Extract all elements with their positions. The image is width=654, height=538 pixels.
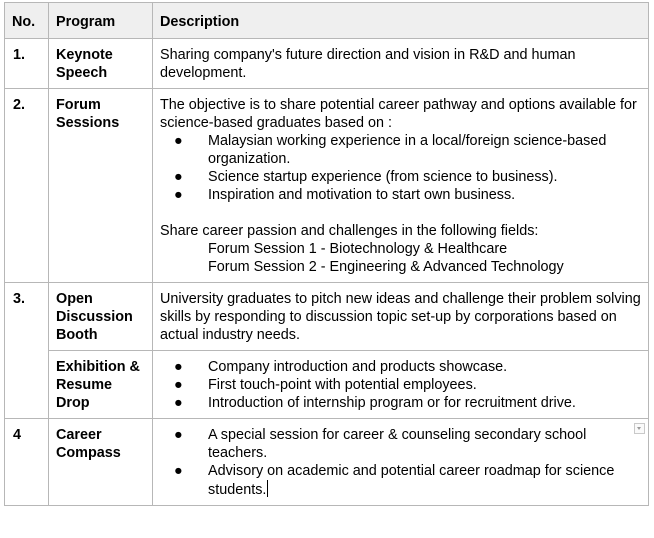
program-line: Open	[56, 291, 93, 307]
bullet-list	[160, 358, 642, 412]
table-row	[5, 419, 649, 506]
table-row	[5, 89, 649, 283]
field-item: Forum Session 2 - Engineering & Advanced Technology	[208, 259, 564, 275]
row-number[interactable]: 1.	[5, 39, 49, 89]
program-cell[interactable]	[49, 283, 153, 351]
program-line: Career	[56, 427, 102, 443]
row-number[interactable]: 4	[5, 419, 49, 506]
list-item: ● Inspiration and motivation to start own business.	[174, 187, 516, 203]
header-no: No.	[5, 3, 49, 39]
header-row	[5, 3, 649, 39]
description-intro: The objective is to share potential career pathway and options available for science-based graduates based on :	[160, 97, 637, 131]
bullet-icon: ●	[174, 169, 183, 185]
program-line: Compass	[56, 445, 121, 461]
bullet-icon: ●	[174, 377, 183, 393]
list-item: ● Science startup experience (from science to business).	[174, 169, 558, 185]
list-item: ● Introduction of internship program or for recruitment drive.	[174, 395, 576, 411]
field-item: Forum Session 1 - Biotechnology & Healthcare	[208, 241, 508, 257]
description-cell[interactable]: Sharing company's future direction and vision in R&D and human development.	[153, 39, 649, 89]
bullet-icon: ●	[174, 463, 183, 479]
bullet-icon: ●	[174, 427, 183, 443]
table-row	[5, 39, 649, 89]
bullet-icon: ●	[174, 187, 183, 203]
list-item: ● A special session for career & counseling secondary school teachers.	[174, 427, 587, 461]
program-line: Speech	[56, 65, 108, 81]
program-cell[interactable]	[49, 419, 153, 506]
program-cell[interactable]	[49, 39, 153, 89]
bullet-list	[160, 132, 642, 204]
program-line: Drop	[56, 395, 90, 411]
bullet-icon: ●	[174, 133, 183, 149]
description-cell[interactable]	[153, 351, 649, 419]
list-item: ● Advisory on academic and potential career roadmap for science students.	[174, 463, 615, 498]
program-cell[interactable]	[49, 89, 153, 283]
program-cell[interactable]	[49, 351, 153, 419]
table-row	[5, 351, 649, 419]
program-line: Exhibition &	[56, 359, 140, 375]
fields-intro: Share career passion and challenges in the following fields:	[160, 223, 539, 239]
program-line: Sessions	[56, 115, 120, 131]
program-line: Booth	[56, 327, 98, 343]
description-cell[interactable]	[153, 419, 649, 506]
list-item: ● Malaysian working experience in a local/foreign science-based organization.	[174, 133, 607, 167]
description-cell[interactable]: University graduates to pitch new ideas and challenge their problem solving skills by responding to discussion topic set-up by corporations based on actual industry needs.	[153, 283, 649, 351]
bullet-icon: ●	[174, 359, 183, 375]
program-line: Discussion	[56, 309, 133, 325]
row-number[interactable]: 2.	[5, 89, 49, 283]
program-line: Keynote	[56, 47, 113, 63]
header-program: Program	[49, 3, 153, 39]
bullet-list	[160, 426, 642, 499]
program-table	[4, 2, 649, 506]
table-row	[5, 283, 649, 351]
description-cell[interactable]	[153, 89, 649, 283]
text-cursor	[267, 480, 268, 497]
bullet-icon: ●	[174, 395, 183, 411]
row-number[interactable]: 3.	[5, 283, 49, 419]
list-item: ● Company introduction and products showcase.	[174, 359, 508, 375]
program-line: Forum	[56, 97, 101, 113]
header-description: Description	[153, 3, 649, 39]
program-line: Resume	[56, 377, 112, 393]
list-item: ● First touch-point with potential employees.	[174, 377, 477, 393]
